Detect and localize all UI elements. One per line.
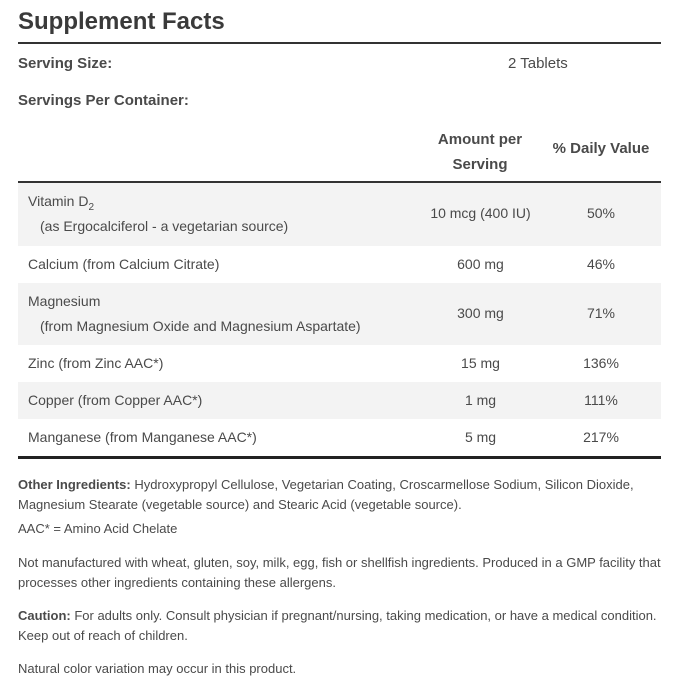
title-divider xyxy=(18,42,661,44)
nutrient-daily-value: 71% xyxy=(586,305,616,321)
allergen-note: Not manufactured with wheat, gluten, soy, milk, egg, fish or shellfish ingredients. Produced in a GMP facility that processes other ingredients containing these allergens. xyxy=(18,555,661,590)
nutrient-row-calcium xyxy=(18,246,661,283)
nutrient-amount: 1 mg xyxy=(464,392,497,408)
nutrient-detail: (from Magnesium Oxide and Magnesium Aspartate) xyxy=(40,318,361,334)
caution-note xyxy=(18,606,663,646)
amount-header-line-2: Serving xyxy=(452,156,508,173)
nutrient-daily-value: 111% xyxy=(584,392,618,408)
nutrient-daily-value: 50% xyxy=(586,205,616,221)
color-variation-note: Natural color variation may occur in this product. xyxy=(18,661,297,676)
nutrient-name: Calcium (from Calcium Citrate) xyxy=(28,256,220,272)
nutrient-daily-value: 46% xyxy=(586,256,616,272)
nutrient-row-magnesium xyxy=(18,283,661,345)
other-ingredients-text: Hydroxypropyl Cellulose, Vegetarian Coating, Croscarmellose Sodium, Silicon Dioxide, Magnesium Stearate (vegetable source) and Stearic Acid (vegetable source). xyxy=(18,477,634,512)
amount-per-serving-header xyxy=(420,127,540,177)
nutrient-detail: (as Ergocalciferol - a vegetarian source) xyxy=(40,218,289,234)
nutrient-amount: 300 mg xyxy=(457,305,504,321)
nutrient-amount: 15 mg xyxy=(461,355,500,371)
panel-title: Supplement Facts xyxy=(18,8,225,35)
nutrient-name: Copper (from Copper AAC*) xyxy=(28,392,203,408)
caution-text: For adults only. Consult physician if pregnant/nursing, taking medication, or have a medical condition. Keep out of reach of children. xyxy=(18,608,657,643)
nutrient-table xyxy=(18,183,661,456)
caution-label: Caution: xyxy=(18,608,71,623)
other-ingredients xyxy=(18,475,663,515)
nutrient-amount: 10 mcg (400 IU) xyxy=(430,205,531,221)
nutrient-row-zinc xyxy=(18,345,661,382)
nutrient-row-vitamin-d xyxy=(18,183,661,246)
aac-note: AAC* = Amino Acid Chelate xyxy=(18,521,178,536)
servings-per-container-label: Servings Per Container: xyxy=(18,92,189,109)
daily-value-header: % Daily Value xyxy=(552,140,650,157)
serving-size-value: 2 Tablets xyxy=(508,55,568,72)
nutrient-daily-value: 217% xyxy=(583,429,619,445)
nutrient-name: Manganese (from Manganese AAC*) xyxy=(28,429,257,445)
nutrient-row-manganese xyxy=(18,419,661,456)
table-bottom-divider xyxy=(18,456,661,459)
nutrient-row-copper xyxy=(18,382,661,419)
other-ingredients-label: Other Ingredients: xyxy=(18,477,131,492)
nutrient-name: Zinc (from Zinc AAC*) xyxy=(28,355,164,371)
nutrient-name: Magnesium xyxy=(28,293,101,309)
nutrient-daily-value: 136% xyxy=(583,355,619,371)
nutrient-name: Vitamin $D_2$ xyxy=(28,193,94,213)
nutrient-amount: 600 mg xyxy=(457,256,504,272)
serving-size-label: Serving Size: xyxy=(18,55,113,72)
amount-header-line-1: Amount per xyxy=(437,131,523,148)
nutrient-amount: 5 mg xyxy=(464,429,497,445)
